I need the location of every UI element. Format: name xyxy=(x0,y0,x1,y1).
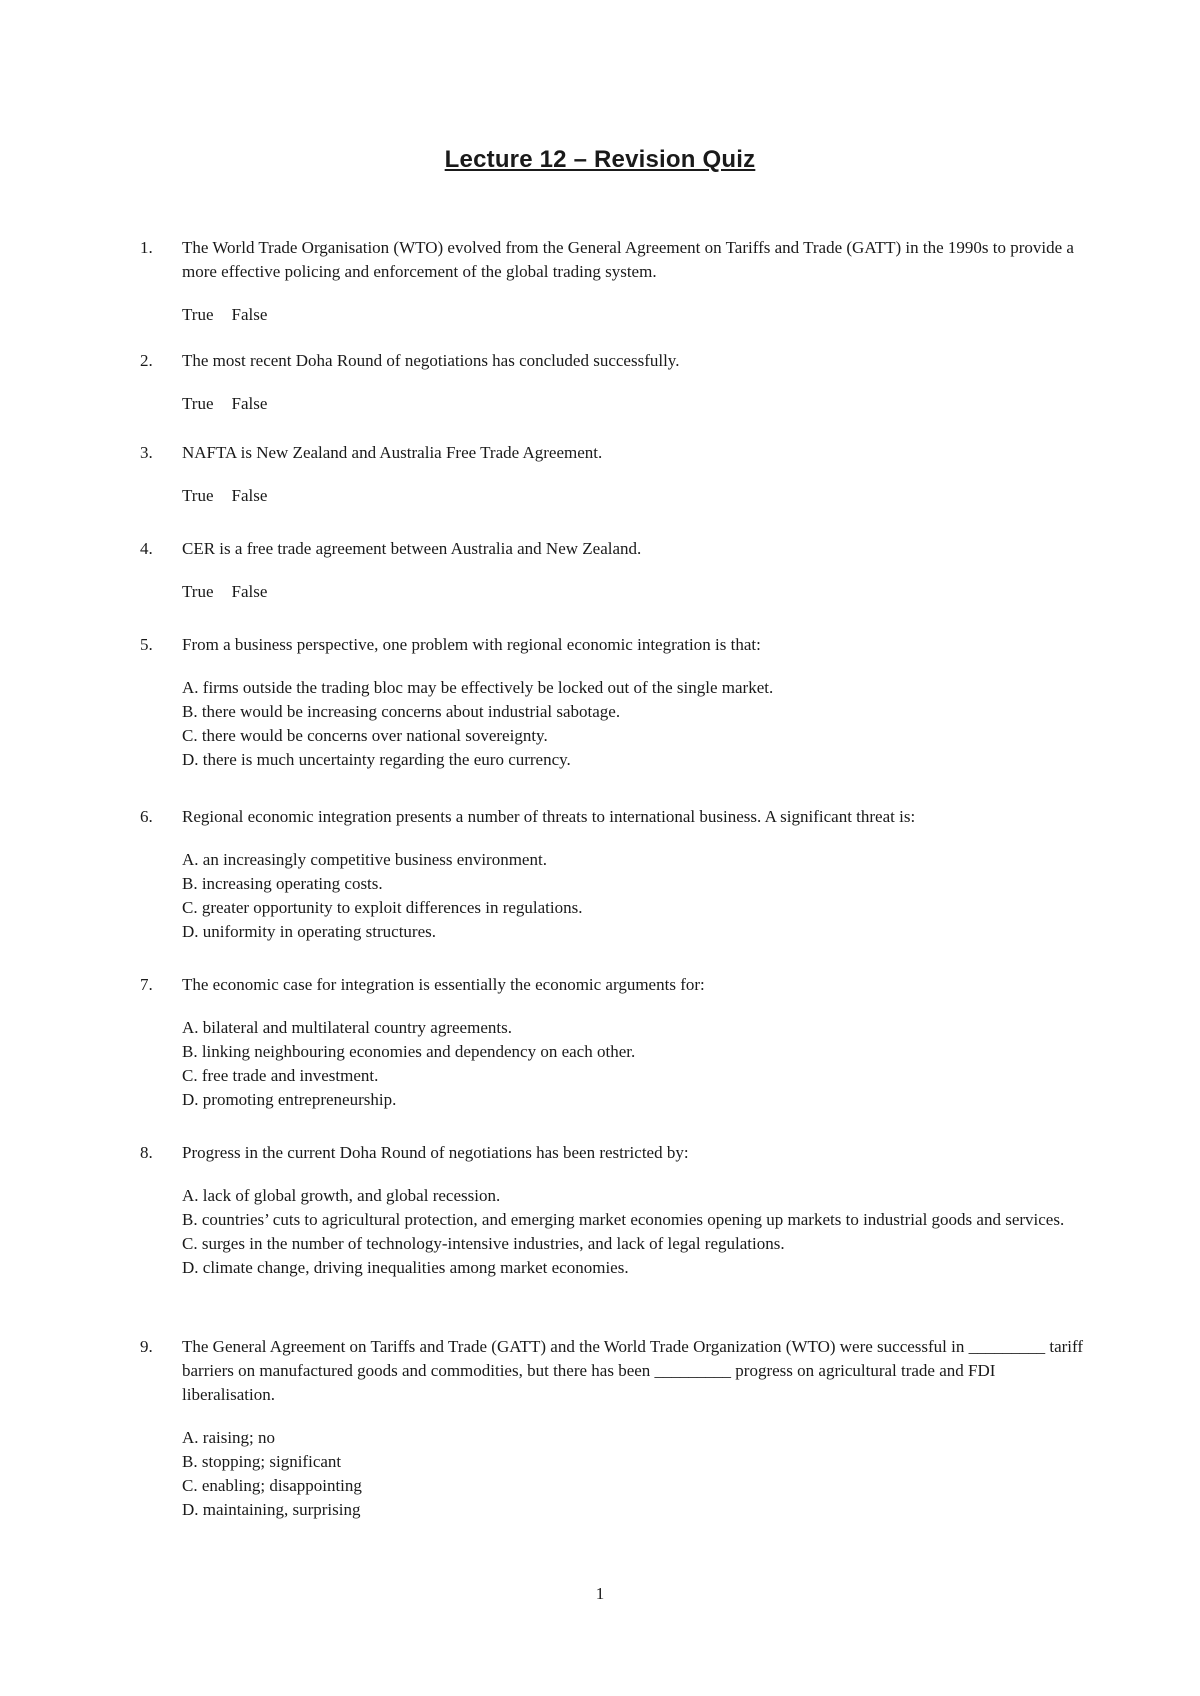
page-title: Lecture 12 – Revision Quiz xyxy=(444,146,756,173)
option-a[interactable]: A. firms outside the trading bloc may be effectively be locked out of the single market. xyxy=(182,678,774,697)
option-c[interactable]: C. enabling; disappointing xyxy=(182,1476,362,1495)
question-number: 5. xyxy=(140,635,153,654)
question-number: 9. xyxy=(140,1337,153,1356)
answer-options xyxy=(182,848,1090,944)
option-c[interactable]: C. free trade and investment. xyxy=(182,1066,379,1085)
option-d[interactable]: D. climate change, driving inequalities among market economies. xyxy=(182,1258,629,1277)
option-a[interactable]: A. bilateral and multilateral country agreements. xyxy=(182,1018,512,1037)
option-d[interactable]: D. there is much uncertainty regarding the euro currency. xyxy=(182,750,571,769)
question-number: 3. xyxy=(140,443,153,462)
option-c[interactable]: C. there would be concerns over national sovereignty. xyxy=(182,726,548,745)
option-c[interactable]: C. greater opportunity to exploit differences in regulations. xyxy=(182,898,583,917)
question-1 xyxy=(140,236,1090,327)
option-d[interactable]: D. promoting entrepreneurship. xyxy=(182,1090,397,1109)
question-text: Progress in the current Doha Round of negotiations has been restricted by: xyxy=(182,1143,689,1162)
question-4 xyxy=(140,537,1090,604)
question-3 xyxy=(140,441,1090,508)
question-text: Regional economic integration presents a number of threats to international business. A significant threat is: xyxy=(182,807,916,826)
true-option[interactable]: True xyxy=(182,305,214,324)
option-d[interactable]: D. maintaining, surprising xyxy=(182,1500,361,1519)
option-b[interactable]: B. stopping; significant xyxy=(182,1452,342,1471)
false-option[interactable]: False xyxy=(231,394,268,413)
answer-options xyxy=(182,1426,1090,1522)
question-text: NAFTA is New Zealand and Australia Free Trade Agreement. xyxy=(182,443,603,462)
question-9 xyxy=(140,1335,1090,1522)
question-text: From a business perspective, one problem with regional economic integration is that: xyxy=(182,635,761,654)
option-b[interactable]: B. there would be increasing concerns about industrial sabotage. xyxy=(182,702,621,721)
question-text: The economic case for integration is essentially the economic arguments for: xyxy=(182,975,705,994)
question-number: 1. xyxy=(140,238,153,257)
option-a[interactable]: A. lack of global growth, and global recession. xyxy=(182,1186,501,1205)
option-d[interactable]: D. uniformity in operating structures. xyxy=(182,922,437,941)
question-number: 8. xyxy=(140,1143,153,1162)
question-number: 4. xyxy=(140,539,153,558)
question-number: 2. xyxy=(140,351,153,370)
true-option[interactable]: True xyxy=(182,486,214,505)
true-option[interactable]: True xyxy=(182,582,214,601)
true-false-choices xyxy=(182,392,1090,416)
option-b[interactable]: B. linking neighbouring economies and dependency on each other. xyxy=(182,1042,636,1061)
false-option[interactable]: False xyxy=(231,582,268,601)
question-text: CER is a free trade agreement between Australia and New Zealand. xyxy=(182,539,642,558)
true-false-choices xyxy=(182,484,1090,508)
answer-options xyxy=(182,676,1090,772)
question-8 xyxy=(140,1141,1090,1280)
page-number: 1 xyxy=(595,1584,605,1603)
option-a[interactable]: A. raising; no xyxy=(182,1428,276,1447)
question-6 xyxy=(140,805,1090,944)
option-a[interactable]: A. an increasingly competitive business environment. xyxy=(182,850,547,869)
question-2 xyxy=(140,349,1090,416)
answer-options xyxy=(182,1184,1090,1280)
question-5 xyxy=(140,633,1090,772)
question-text: The World Trade Organisation (WTO) evolved from the General Agreement on Tariffs and Trade (GATT) in the 1990s to provide a more effective policing and enforcement of the global trading system. xyxy=(182,238,1074,281)
true-option[interactable]: True xyxy=(182,394,214,413)
answer-options xyxy=(182,1016,1090,1112)
option-c[interactable]: C. surges in the number of technology-intensive industries, and lack of legal regulations. xyxy=(182,1234,785,1253)
question-number: 7. xyxy=(140,975,153,994)
question-text: The most recent Doha Round of negotiations has concluded successfully. xyxy=(182,351,680,370)
question-text: The General Agreement on Tariffs and Trade (GATT) and the World Trade Organization (WTO) were successful in _________ tariff barriers on manufactured goods and commodities, but there has been _________ progress on agricultural trade and FDI liberalisation. xyxy=(182,1337,1084,1404)
option-b[interactable]: B. countries’ cuts to agricultural protection, and emerging market economies opening up markets to industrial goods and services. xyxy=(182,1210,1065,1229)
option-b[interactable]: B. increasing operating costs. xyxy=(182,874,383,893)
question-number: 6. xyxy=(140,807,153,826)
false-option[interactable]: False xyxy=(231,486,268,505)
false-option[interactable]: False xyxy=(231,305,268,324)
true-false-choices xyxy=(182,303,1090,327)
true-false-choices xyxy=(182,580,1090,604)
question-7 xyxy=(140,973,1090,1112)
